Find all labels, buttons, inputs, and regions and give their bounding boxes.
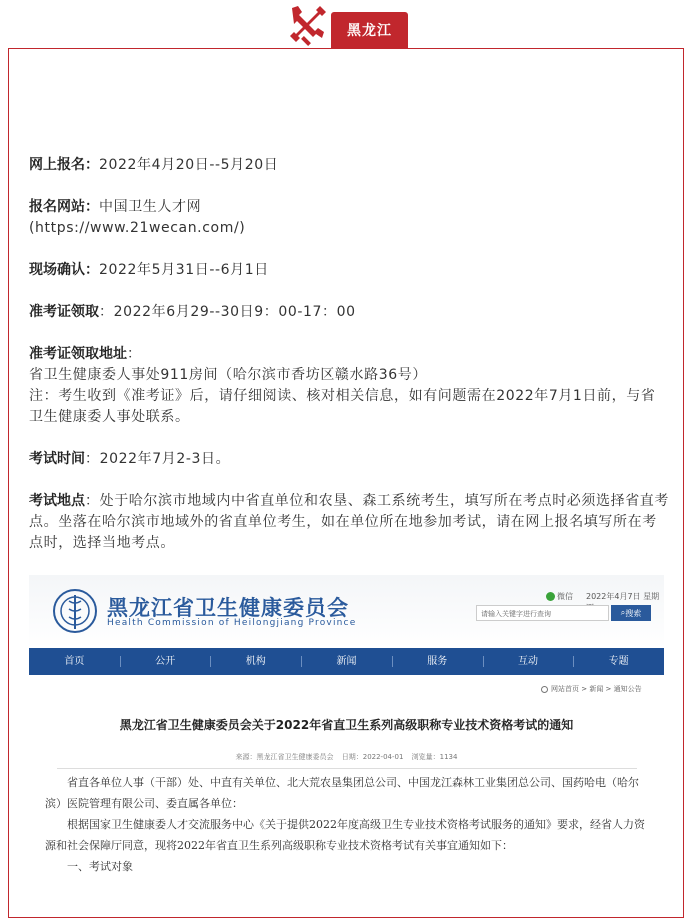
wechat-icon xyxy=(546,592,555,601)
health-emblem-icon xyxy=(51,587,99,635)
info-value: 2022年5月31日--6月1日 xyxy=(99,262,269,278)
article-section-heading: 一、考试对象 xyxy=(67,860,133,873)
location-pin-icon xyxy=(541,686,548,693)
article-body xyxy=(45,772,650,877)
breadcrumb xyxy=(541,684,642,694)
info-value: ：处于哈尔滨市地域内中省直单位和农垦、森工系统考生，填写所在考点时必须选择省直考点。坐落在哈尔滨市地域外的省直单位考生，如在单位所在地参加考试，请在网上报名填写所在考点时，选择当地考点。 xyxy=(29,493,669,551)
info-value: ：2022年6月29--30日9：00-17：00 xyxy=(99,304,356,320)
header xyxy=(0,0,691,52)
breadcrumb-text[interactable]: 网站首页 > 新闻 > 通知公告 xyxy=(551,685,642,693)
nav-news[interactable]: 新闻 xyxy=(301,648,392,675)
search-button-label: 搜索 xyxy=(625,608,642,618)
info-registration-site xyxy=(29,197,669,239)
divider xyxy=(57,768,637,769)
info-value: 中国卫生人才网 xyxy=(99,199,202,215)
info-value: ：2022年7月2-3日。 xyxy=(85,451,231,467)
nav-service[interactable]: 服务 xyxy=(392,648,483,675)
info-address: 省卫生健康委人事处911房间（哈尔滨市香坊区赣水路36号） xyxy=(29,367,427,383)
wechat-label: 微信 xyxy=(557,592,573,601)
info-label: 现场确认： xyxy=(29,262,99,278)
article-meta: 来源：黑龙江省卫生健康委员会 日期：2022-04-01 浏览量：1134 xyxy=(235,753,458,761)
info-label: 准考证领取 xyxy=(29,304,99,320)
info-label: 准考证领取地址 xyxy=(29,346,127,362)
search-input[interactable]: 请输入关键字进行查询 xyxy=(476,605,609,621)
region-tab: 黑龙江 xyxy=(331,12,408,48)
info-label: 报名网站： xyxy=(29,199,99,215)
search-button[interactable] xyxy=(611,605,651,621)
info-label: 网上报名： xyxy=(29,157,99,173)
wechat-link[interactable] xyxy=(546,591,573,602)
exam-info xyxy=(29,155,669,575)
article-paragraph: 省直各单位人事（干部）处、中直有关单位、北大荒农垦集团总公司、中国龙江森林工业集团总公司、国药哈电（哈尔滨）医院管理有限公司、委直属各单位： xyxy=(45,776,639,810)
info-note: 注：考生收到《准考证》后，请仔细阅读、核对相关信息，如有问题需在2022年7月1日前，与省卫生健康委人事处联系。 xyxy=(29,388,656,425)
info-value: 2022年4月20日--5月20日 xyxy=(99,157,279,173)
nav-home[interactable]: 首页 xyxy=(64,656,85,667)
site-subtitle: Health Commission of Heilongjiang Province xyxy=(107,618,357,628)
site-date: 2022年4月7日 星期 xyxy=(586,592,660,601)
info-ticket-address xyxy=(29,344,669,428)
nav-organization[interactable]: 机构 xyxy=(210,648,301,675)
info-onsite-confirmation xyxy=(29,260,669,281)
info-url[interactable]: (https://www.21wecan.com/) xyxy=(29,220,246,236)
info-admission-ticket xyxy=(29,302,669,323)
info-label: 考试时间 xyxy=(29,451,85,467)
nav-public[interactable]: 公开 xyxy=(120,648,211,675)
wrench-icon xyxy=(284,2,330,48)
site-nav xyxy=(29,648,664,675)
info-value: ： xyxy=(127,346,142,362)
nav-interaction[interactable]: 互动 xyxy=(483,648,574,675)
info-exam-location xyxy=(29,491,669,554)
info-exam-time xyxy=(29,449,669,470)
article xyxy=(29,675,664,910)
nav-topics[interactable]: 专题 xyxy=(573,648,664,675)
info-online-registration xyxy=(29,155,669,176)
site-title: 黑龙江省卫生健康委员会 xyxy=(107,596,349,620)
article-paragraph: 根据国家卫生健康委人才交流服务中心《关于提供2022年度高级卫生专业技术资格考试服务的通知》要求，经省人力资源和社会保障厅同意，现将2022年省直卫生系列高级职称专业技术资格考试有关事宜通知如下： xyxy=(45,818,645,852)
article-title: 黑龙江省卫生健康委员会关于2022年省直卫生系列高级职称专业技术资格考试的通知 xyxy=(119,718,574,732)
info-label: 考试地点 xyxy=(29,493,85,509)
search-icon: ⌕ xyxy=(620,608,626,617)
embedded-screenshot xyxy=(29,575,664,910)
site-header xyxy=(29,575,664,648)
